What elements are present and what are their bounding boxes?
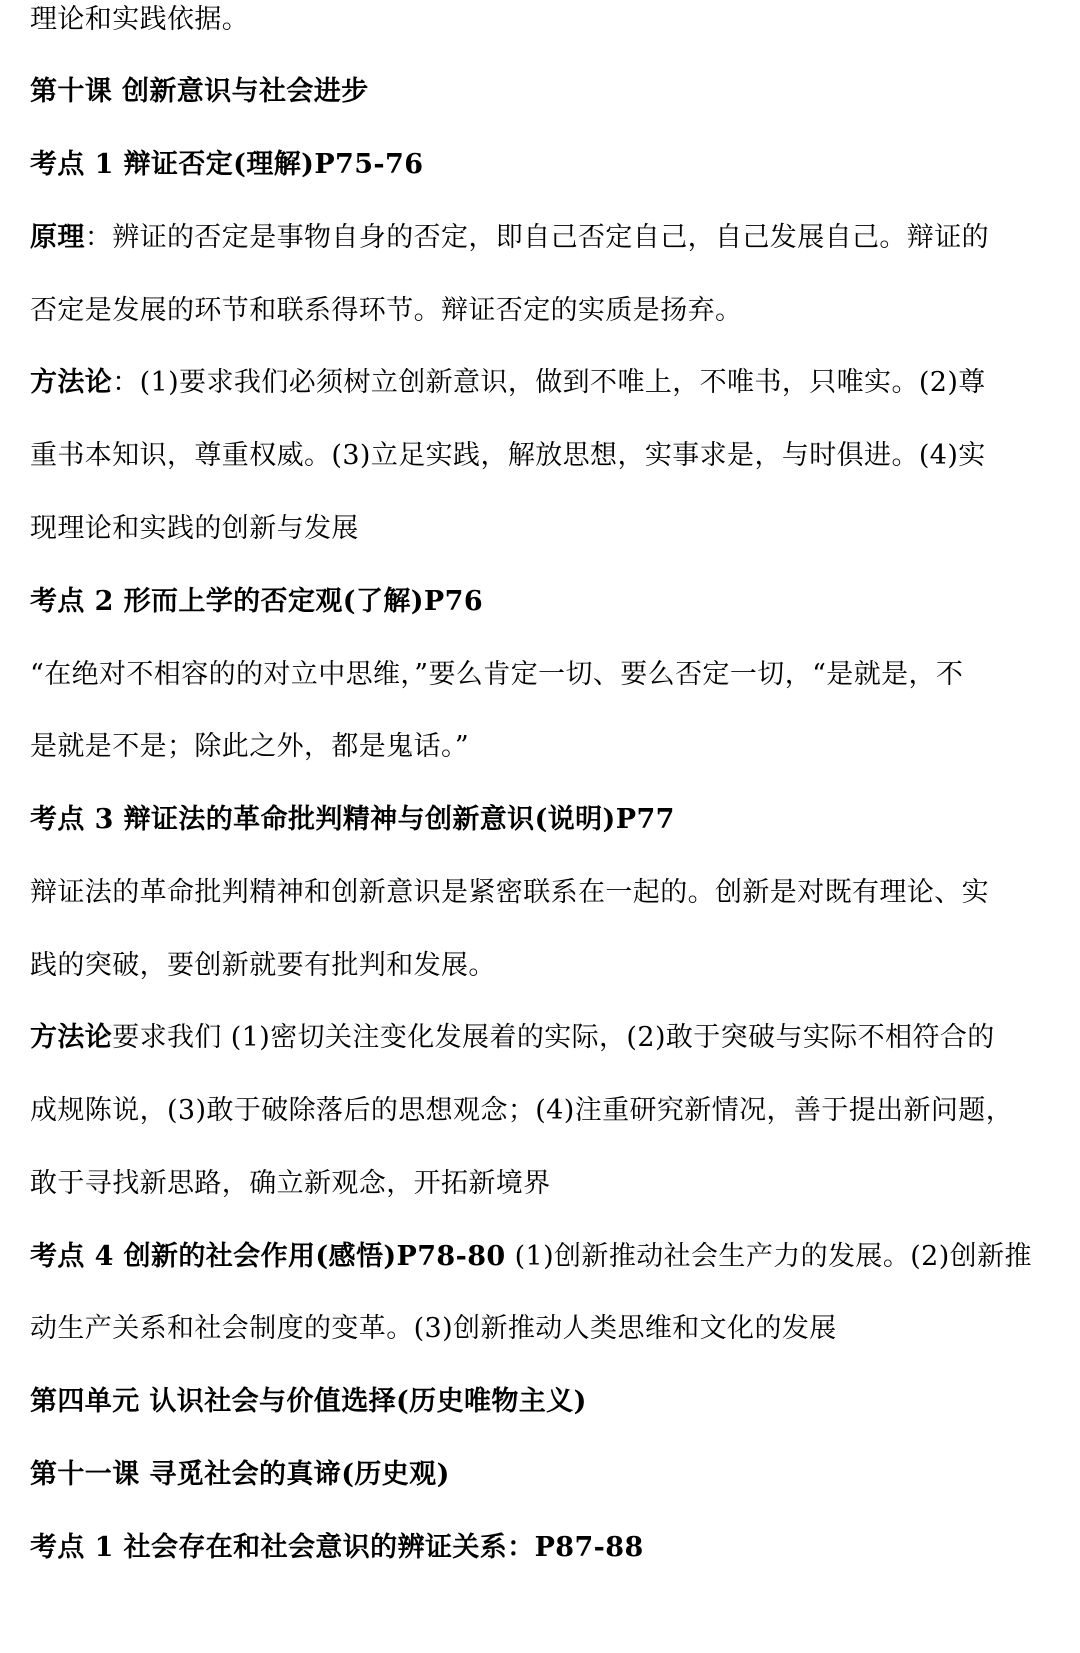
text-line [30, 291, 742, 331]
text-run: 第四单元 认识社会与价值选择(历史唯物主义) [30, 1386, 587, 1417]
section-heading [30, 1528, 644, 1568]
text-line [30, 0, 249, 40]
text-line [30, 509, 359, 549]
text-line [30, 1018, 995, 1058]
text-run: ：辨证的否定是事物自身的否定，即自己否定自己，自己发展自己。辩证的 [84, 222, 990, 253]
text-run: 考点 1 辩证否定(理解)P75-76 [30, 149, 424, 180]
text-run: 重书本知识，尊重权威。(3)立足实践，解放思想，实事求是，与时俱进。(4)实 [30, 440, 986, 471]
section-heading [30, 145, 423, 185]
text-run: “在绝对不相容的的对立中思维，”要么肯定一切、要么否定一切，“是就是，不 [30, 659, 964, 690]
text-run: 动生产关系和社会制度的变革。(3)创新推动人类思维和文化的发展 [30, 1313, 837, 1344]
text-line [30, 655, 963, 695]
text-run: 辩证法的革命批判精神和创新意识是紧密联系在一起的。创新是对既有理论、实 [30, 877, 989, 908]
text-run: 考点 3 辩证法的革命批判精神与创新意识(说明)P77 [30, 804, 675, 835]
text-line [30, 727, 469, 767]
text-run: 敢于寻找新思路，确立新观念，开拓新境界 [30, 1168, 551, 1199]
text-run: 考点 1 社会存在和社会意识的辨证关系：P87-88 [30, 1532, 644, 1563]
unit-heading [30, 1382, 587, 1422]
text-line [30, 363, 986, 403]
text-run: 理论和实践依据。 [30, 4, 250, 35]
section-heading [30, 800, 675, 840]
text-line [30, 218, 989, 258]
text-run: 第十一课 寻觅社会的真谛(历史观) [30, 1459, 450, 1490]
lesson-heading [30, 1455, 450, 1495]
label-run: 方法论 [30, 1022, 113, 1053]
text-run: 成规陈说，(3)敢于破除落后的思想观念；(4)注重研究新情况，善于提出新问题， [30, 1095, 1014, 1126]
text-run: 考点 2 形而上学的否定观(了解)P76 [30, 586, 484, 617]
section-heading-inline: 考点 4 创新的社会作用(感悟)P78-80 [30, 1241, 506, 1272]
text-line [30, 946, 496, 986]
label-run: 原理 [30, 222, 85, 253]
text-line [30, 1237, 1032, 1277]
text-run: 要求我们 (1)密切关注变化发展着的实际，(2)敢于突破与实际不相符合的 [112, 1022, 995, 1053]
text-line [30, 1309, 837, 1349]
text-run: ：(1)要求我们必须树立创新意识，做到不唯上，不唯书，只唯实。(2)尊 [112, 367, 986, 398]
text-run: 是就是不是；除此之外，都是鬼话。” [30, 731, 470, 762]
text-line [30, 1164, 551, 1204]
text-run: 否定是发展的环节和联系得环节。辩证否定的实质是扬弃。 [30, 295, 743, 326]
text-run: (1)创新推动社会生产力的发展。(2)创新推 [505, 1241, 1032, 1272]
text-line [30, 1091, 1013, 1131]
lesson-heading [30, 72, 369, 112]
text-run: 现理论和实践的创新与发展 [30, 513, 359, 544]
label-run: 方法论 [30, 367, 113, 398]
text-line [30, 873, 989, 913]
text-run: 践的突破，要创新就要有批判和发展。 [30, 950, 496, 981]
section-heading [30, 582, 483, 622]
text-line [30, 436, 986, 476]
text-run: 第十课 创新意识与社会进步 [30, 76, 369, 107]
